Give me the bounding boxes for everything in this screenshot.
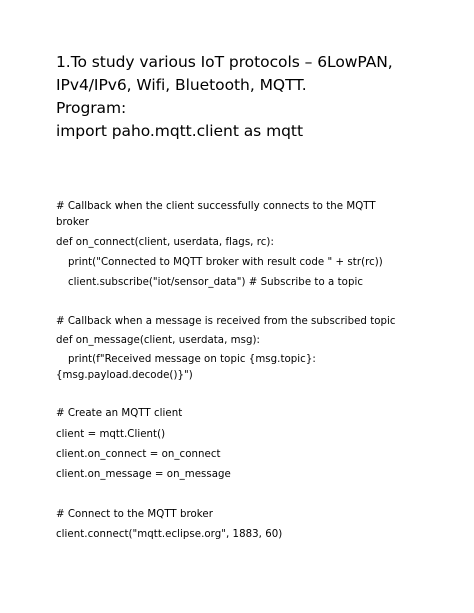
comment-connect-broker-line: # Connect to the MQTT broker — [56, 509, 213, 520]
assign-on-message-line: client.on_message = on_message — [56, 469, 231, 480]
comment-create-client-line: # Create an MQTT client — [56, 408, 183, 419]
print-received-line-2: {msg.payload.decode()}") — [56, 370, 193, 381]
comment-on-connect-line-2: broker — [56, 217, 89, 228]
program-label: Program: — [56, 99, 127, 117]
def-on-connect-line: def on_connect(client, userdata, flags, rc): — [56, 237, 274, 248]
print-received-line-1: print(f"Received message on topic {msg.topic}: — [68, 354, 316, 365]
comment-on-message-line: # Callback when a message is received from the subscribed topic — [56, 316, 396, 327]
subscribe-line: client.subscribe("iot/sensor_data") # Subscribe to a topic — [68, 277, 363, 288]
import-line: import paho.mqtt.client as mqtt — [56, 122, 303, 140]
print-connected-line: print("Connected to MQTT broker with result code " + str(rc)) — [68, 257, 383, 268]
title-line-1: 1.To study various IoT protocols – 6LowPAN, — [56, 53, 393, 71]
connect-call-line: client.connect("mqtt.eclipse.org", 1883, 60) — [56, 529, 283, 540]
client-assign-line: client = mqtt.Client() — [56, 429, 166, 440]
assign-on-connect-line: client.on_connect = on_connect — [56, 449, 221, 460]
title-line-2: IPv4/IPv6, Wifi, Bluetooth, MQTT. — [56, 76, 307, 94]
def-on-message-line: def on_message(client, userdata, msg): — [56, 335, 261, 346]
comment-on-connect-line-1: # Callback when the client successfully connects to the MQTT — [56, 201, 376, 212]
